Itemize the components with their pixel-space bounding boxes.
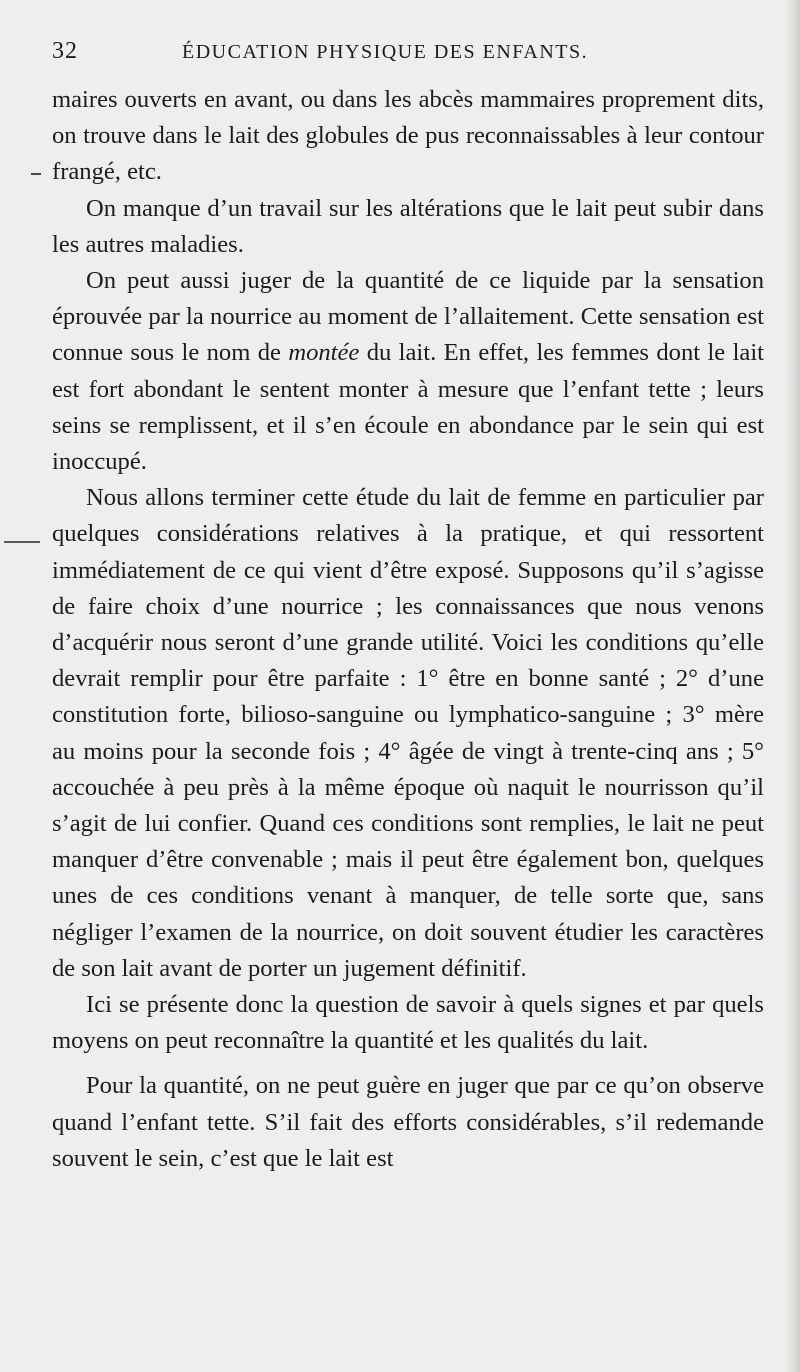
paragraph-4-text: Nous allons terminer cette étude du lait de femme en particulier par quelques considérations relatives à la pratique, et qui ressortent immédiatement de ce qui vient d’être exposé. Supposons qu’il s’agisse de faire choix d’une nourrice ; les connaissances que nous venons d’acquérir nous seront d’une grande utilité. Voici les conditions qu’elle devrait remplir pour être parfaite : 1° être en bonne santé ; 2° d’une constitution forte, bilioso-sanguine ou lymphatico-sanguine ; 3° mère au moins pour la seconde fois ; 4° âgée de vingt à trente-cinq ans ; 5° accouchée à peu près à la même époque où naquit le nourrisson qu’il s’agit de lui confier. Quand ces conditions sont remplies, le lait ne peut manquer d’être convenable ; mais il peut être également bon, quelques unes de ces conditions venant à manquer, de telle sorte que, sans négliger l’examen de la nourrice, on doit souvent étudier les caractères de son lait avant de porter un jugement définitif. (52, 484, 764, 982)
paragraph-3-italic-term: montée (288, 339, 360, 367)
running-title: ÉDUCATION PHYSIQUE DES ENFANTS. (182, 41, 589, 63)
paragraph-5 (52, 987, 764, 1059)
paragraph-1 (52, 82, 764, 191)
page-edge-shadow (786, 0, 800, 1372)
paragraph-5-text: Ici se présente donc la question de savoir à quels signes et par quels moyens on peut reconnaître la quantité et les qualités du lait. (52, 991, 764, 1055)
paragraph-4 (52, 480, 764, 987)
paragraph-6-text: Pour la quantité, on ne peut guère en juger que par ce qu’on observe quand l’enfant tette. S’il fait des efforts considérables, s’il redemande souvent le sein, c’est que le lait est (52, 1072, 764, 1172)
paragraph-6 (52, 1068, 764, 1177)
paragraph-1-text: maires ouverts en avant, ou dans les abcès mammaires proprement dits, on trouve dans le lait des globules de pus reconnaissables à leur contour frangé, etc. (52, 86, 764, 186)
margin-pencil-mark (4, 541, 40, 543)
body-text (52, 82, 764, 1177)
page-number: 32 (52, 38, 78, 64)
paragraph-2 (52, 191, 764, 263)
paragraph-2-text: On manque d’un travail sur les altérations que le lait peut subir dans les autres maladies. (52, 194, 764, 258)
paragraph-3-text-start: On peut aussi juger de la quantité de ce liquide par la sensation éprouvée par la nourrice au moment de l’allaitement. Cette sensation est connue sous le nom de (52, 267, 764, 367)
margin-dash-mark (31, 173, 41, 175)
page-header (52, 38, 752, 78)
paragraph-3 (52, 263, 764, 480)
paragraph-3-text-end: du lait. En effet, les femmes dont le lait est fort abondant le sentent monter à mesure que l’enfant tette ; leurs seins se remplissent, et il s’en écoule en abondance par le sein qui est inoccupé. (52, 339, 764, 476)
